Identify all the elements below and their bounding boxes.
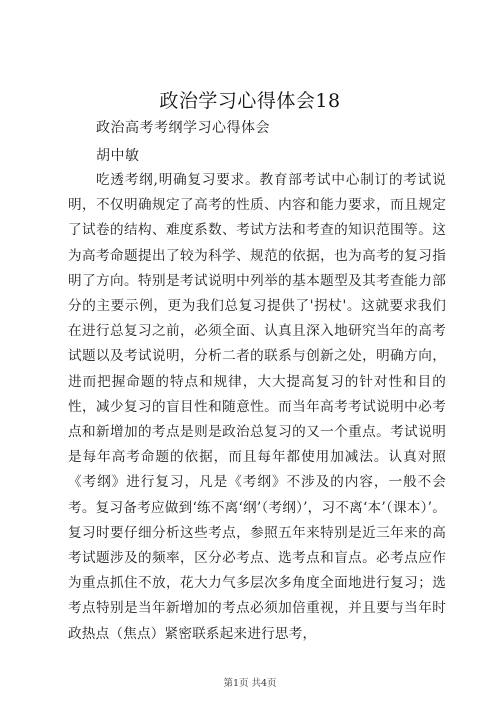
document-subtitle: 政治高考考纲学习心得体会 bbox=[96, 120, 270, 136]
document-title: 政治学习心得体会18 bbox=[159, 90, 341, 112]
page-footer: 第1页 共4页 bbox=[223, 678, 277, 689]
body-paragraph: 吃透考纲,明确复习要求。教育部考试中心制订的考试说明，不仅明确规定了高考的性质、内容和能力要求，而且规定了试卷的结构、难度系数、考试方法和考查的知识范围等。这为高考命题提出了较为科学、规范的依据，也为高考的复习指明了方向。特别是考试说明中列举的基本题型及其考查能力部分的主要示例，更为我们总复习提供了'拐杖'。这就要求我们在进行总复习之前，必须全面、认真且深入地研究当年的高考试题以及考试说明，分析二者的联系与创新之处，明确方向，进而把握命题的特点和规律，大大提高复习的针对性和目的性，减少复习的盲目性和随意性。而当年高考考试说明中必考点和新增加的考点是则是政治总复习的又一个重点。考试说明是每年高考命题的依据，而且每年都使用加减法。认真对照《考纲》进行复习，凡是《考纲》不涉及的内容，一般不会考。复习备考应做到‘练不离‘纲’（考纲）’，习不离‘本’（课本）’。复习时要仔细分析这些考点，参照五年来特别是近三年来的高考试题涉及的频率，区分必考点、选考点和盲点。必考点应作为重点抓住不放，花大力气多层次多角度全面地进行复习；选考点特别是当年新增加的考点必须加倍重视，并且要与当年时政热点（焦点）紧密联系起来进行思考， bbox=[68, 172, 446, 642]
author-name: 胡中敏 bbox=[96, 148, 140, 164]
